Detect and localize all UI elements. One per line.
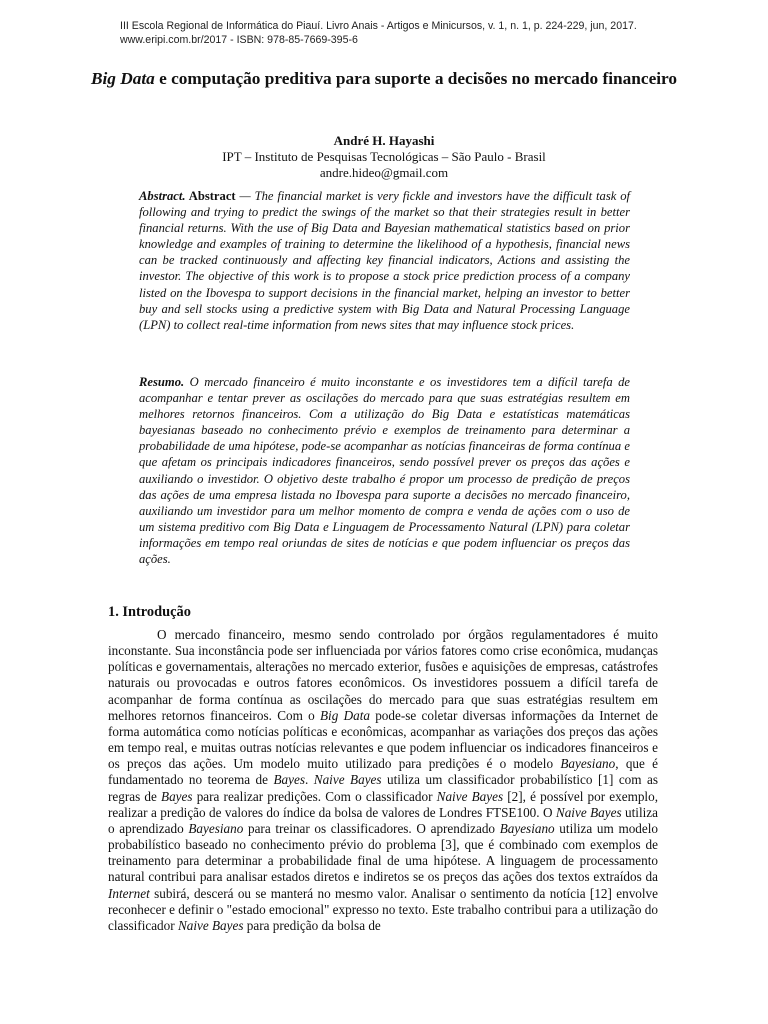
abstract — [139, 188, 630, 333]
text-run: [2], é possível por exemplo, realizar a predição de valores do índice da bolsa de valores de Londres FTSE100. O — [108, 788, 658, 820]
text-run: utiliza um modelo probabilístico baseado no conhecimento prévio do problema [3], que é combinado com exemplos de treinamento para determinar a probabilidade final de uma hipótese. A linguagem de processamento natural contribui para analisar estados diretos e indiretos se os preços das ações dos textos extraídos da — [108, 820, 659, 885]
text-run-italic: Naive Bayes — [313, 772, 382, 788]
resumo-text: O mercado financeiro é muito inconstante e os investidores tem a difícil tarefa de acompanhar e tentar prever as oscilações do mercado para que suas estratégias resultem em melhores retornos financeiros. Com a utilização do Big Data e estatísticas matemáticas bayesianas baseado no conhecimento prévio e exemplos de treinamento para determinar a probabilidade de uma hipótese, pode-se acompanhar as notícias financeiras de forma contínua e que afetam os principais indicadores financeiros, sendo possível prever os preços das ações e auxiliando o investidor. O objetivo deste trabalho é propor um processo de predição de preços das ações de uma empresa listada no Ibovespa para suporte a decisões no mercado financeiro, auxiliando um investidor para um melhor momento de compra e venda de ações com o uso de um sistema preditivo com Big Data e Linguagem de Processamento Natural (LPN) para coletar informações em tempo real oriundas de sites de notícias e que podem influenciar os preços das ações. — [139, 375, 630, 567]
text-run: O mercado financeiro, mesmo sendo controlado por órgãos regulamentadores é muito inconstante. Sua inconstância pode ser influenciada por vários fatores como crise econômica, mudanças políticas e governamentais, alterações no mercado exterior, fusões e aquisições de empresas, catástrofes naturais ou provocadas e outros fatores econômicos. Os investidores possuem a difícil tarefa de acompanhar de forma contínua as oscilações do mercado para que suas estratégias resultem em melhores retornos financeiros. Com o — [108, 627, 658, 723]
text-run-italic: Bayesiano — [499, 820, 555, 836]
running-header — [120, 20, 680, 47]
text-run: , que é fundamentado no teorema de — [108, 756, 658, 788]
title-rest: e computação preditiva para suporte a decisões no mercado financeiro — [154, 69, 678, 88]
text-run-italic: Naive Bayes — [436, 788, 504, 804]
resumo — [139, 374, 630, 567]
text-run-italic: Bayesiano — [188, 820, 244, 836]
section-heading-introducao: 1. Introdução — [108, 604, 191, 620]
text-run-italic: Bayes — [273, 772, 305, 788]
text-run: subirá, descerá ou se manterá no mesmo valor. Analisar o sentimento da notícia [12] envolve reconhecer e definir o "estado emocional" expresso no texto. Este trabalho contribui para a utilização do classificador — [108, 885, 658, 933]
author-affiliation: IPT – Instituto de Pesquisas Tecnológicas – São Paulo - Brasil — [222, 149, 546, 164]
text-run: para treinar os classificadores. O aprendizado — [243, 820, 500, 836]
text-run-italic: Bayes — [161, 788, 193, 804]
abstract-label: Abstract. — [139, 189, 186, 203]
abstract-label-2: Abstract — [185, 189, 236, 203]
resumo-label: Resumo. — [139, 375, 185, 389]
abstract-text: — The financial market is very fickle and investors have the difficult task of following and trying to predict the swings of the market so that their strategies result in better financial returns. With the use of Big Data and Bayesian mathematical statistics based on prior knowledge and examples of training to determine the likelihood of a hypothesis, financial news can be tracked continuously and affecting key financial indicators, Actions and assisting the investor. The objective of this work is to propose a stock price prediction process of a company listed on the Ibovespa to support decisions in the financial market, helping an investor to better buy and sell stocks using a predictive system with Big Data and Natural Processing Language (LPN) to collect real-time information from news sites that may influence stock prices. — [139, 189, 630, 332]
text-run-italic: Bayesiano — [560, 756, 616, 772]
text-run: para predição da bolsa de — [243, 917, 381, 933]
paper-title — [90, 68, 678, 90]
text-run: . — [305, 772, 314, 788]
author-name: André H. Hayashi — [333, 133, 435, 148]
text-run: pode-se coletar diversas informações da Internet de forma automática como notícias políticas e econômicas, acompanhar as variações dos preços das ações em tempo real, e muitas outras notícias relevantes e que podem influenciar os indicadores financeiros e os preços das ações. Um modelo muito utilizado para predições é o modelo — [108, 707, 658, 772]
text-run: utiliza um classificador probabilístico [1] com as regras de — [108, 772, 659, 804]
header-citation: III Escola Regional de Informática do Piauí. Livro Anais - Artigos e Minicursos, v. 1, n. 1, p. 224-229, jun, 2017. — [120, 20, 637, 32]
author-block — [120, 133, 648, 181]
text-run-italic: Naive Bayes — [177, 917, 244, 933]
author-email: andre.hideo@gmail.com — [319, 165, 449, 180]
text-run-italic: Big Data — [320, 707, 370, 723]
introducao-paragraph — [108, 627, 658, 934]
text-run-italic: Internet — [108, 885, 150, 901]
text-run: utiliza o aprendizado — [108, 804, 658, 836]
text-run: para realizar predições. Com o classificador — [192, 788, 437, 804]
text-run-italic: Naive Bayes — [555, 804, 622, 820]
header-isbn: www.eripi.com.br/2017 - ISBN: 978-85-7669-395-6 — [120, 33, 358, 46]
title-italic: Big Data — [90, 69, 155, 88]
